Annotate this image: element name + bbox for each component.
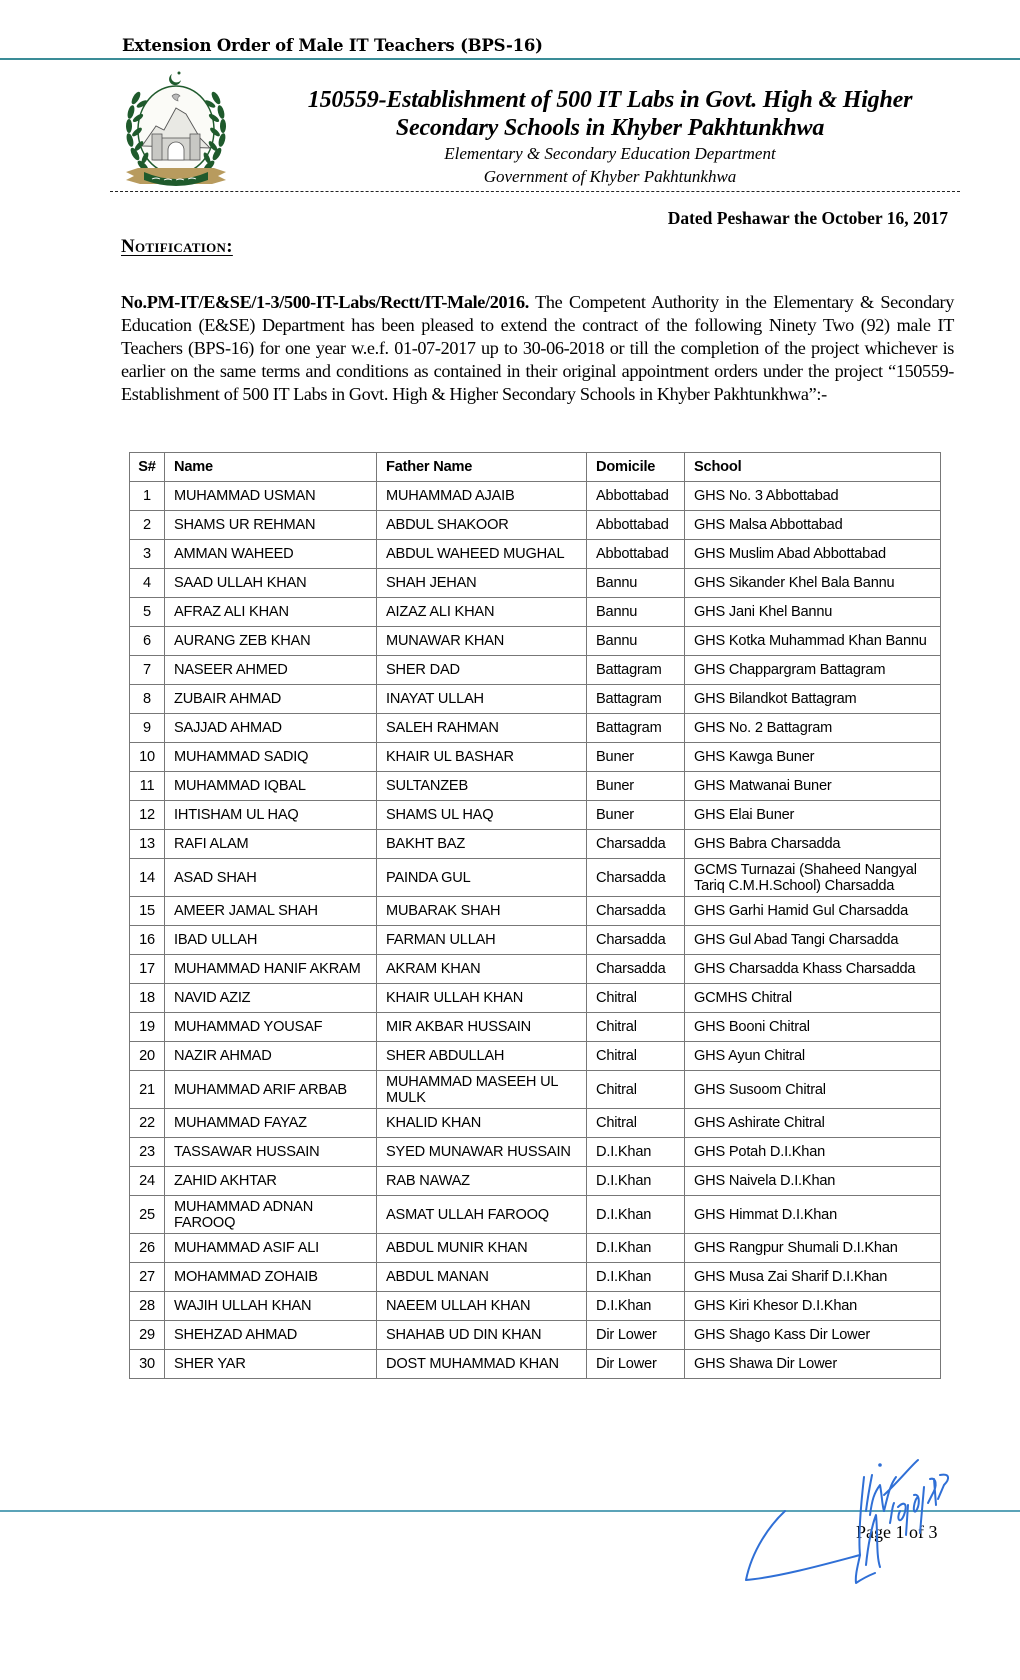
project-title-line1: 150559-Establishment of 500 IT Labs in Govt. High & Higher <box>307 87 913 113</box>
column-header-father-name: Father Name <box>377 453 587 482</box>
cell-school: GHS Susoom Chitral <box>685 1071 941 1109</box>
cell-school: GHS Garhi Hamid Gul Charsadda <box>685 897 941 926</box>
notification-heading: Notification: <box>121 236 233 257</box>
cell-domicile: Battagram <box>587 656 685 685</box>
table-row <box>130 569 941 598</box>
table-row <box>130 743 941 772</box>
cell-sno: 10 <box>130 743 165 772</box>
cell-school: GHS Muslim Abad Abbottabad <box>685 540 941 569</box>
cell-sno: 6 <box>130 627 165 656</box>
cell-school: GHS No. 2 Battagram <box>685 714 941 743</box>
cell-school: GHS Shago Kass Dir Lower <box>685 1321 941 1350</box>
table-row <box>130 830 941 859</box>
cell-name: MUHAMMAD ADNAN FAROOQ <box>165 1196 377 1234</box>
cell-domicile: D.I.Khan <box>587 1292 685 1321</box>
cell-school: GHS Gul Abad Tangi Charsadda <box>685 926 941 955</box>
cell-sno: 24 <box>130 1167 165 1196</box>
cell-father-name: SHAH JEHAN <box>377 569 587 598</box>
cell-father-name: MUBARAK SHAH <box>377 897 587 926</box>
cell-domicile: Charsadda <box>587 955 685 984</box>
cell-father-name: ABDUL MANAN <box>377 1263 587 1292</box>
cell-father-name: DOST MUHAMMAD KHAN <box>377 1350 587 1379</box>
cell-name: AMEER JAMAL SHAH <box>165 897 377 926</box>
table-row <box>130 897 941 926</box>
department-name: Elementary & Secondary Education Department <box>444 144 776 163</box>
column-header-sno: S# <box>130 453 165 482</box>
cell-father-name: MIR AKBAR HUSSAIN <box>377 1013 587 1042</box>
cell-father-name: AIZAZ ALI KHAN <box>377 598 587 627</box>
cell-father-name: PAINDA GUL <box>377 859 587 897</box>
cell-sno: 29 <box>130 1321 165 1350</box>
kp-government-emblem-icon <box>122 68 230 192</box>
project-title-line2: Secondary Schools in Khyber Pakhtunkhwa <box>395 115 825 141</box>
cell-domicile: Charsadda <box>587 897 685 926</box>
cell-school: GHS Naivela D.I.Khan <box>685 1167 941 1196</box>
cell-sno: 28 <box>130 1292 165 1321</box>
cell-school: GHS Ayun Chitral <box>685 1042 941 1071</box>
cell-school: GHS Kawga Buner <box>685 743 941 772</box>
cell-domicile: Bannu <box>587 569 685 598</box>
cell-father-name: RAB NAWAZ <box>377 1167 587 1196</box>
cell-father-name: MUNAWAR KHAN <box>377 627 587 656</box>
table-row <box>130 1350 941 1379</box>
cell-father-name: NAEEM ULLAH KHAN <box>377 1292 587 1321</box>
cell-domicile: D.I.Khan <box>587 1234 685 1263</box>
column-header-school: School <box>685 453 941 482</box>
cell-school: GHS Jani Khel Bannu <box>685 598 941 627</box>
cell-father-name: ASMAT ULLAH FAROOQ <box>377 1196 587 1234</box>
cell-sno: 5 <box>130 598 165 627</box>
cell-name: NAVID AZIZ <box>165 984 377 1013</box>
cell-school: GHS Rangpur Shumali D.I.Khan <box>685 1234 941 1263</box>
cell-name: AMMAN WAHEED <box>165 540 377 569</box>
cell-sno: 30 <box>130 1350 165 1379</box>
cell-father-name: KHAIR ULLAH KHAN <box>377 984 587 1013</box>
cell-school: GHS Kiri Khesor D.I.Khan <box>685 1292 941 1321</box>
cell-name: MUHAMMAD ARIF ARBAB <box>165 1071 377 1109</box>
cell-school: GHS Charsadda Khass Charsadda <box>685 955 941 984</box>
cell-sno: 11 <box>130 772 165 801</box>
cell-sno: 23 <box>130 1138 165 1167</box>
cell-sno: 21 <box>130 1071 165 1109</box>
cell-domicile: Bannu <box>587 598 685 627</box>
cell-sno: 3 <box>130 540 165 569</box>
cell-sno: 13 <box>130 830 165 859</box>
cell-sno: 16 <box>130 926 165 955</box>
cell-school: GHS Kotka Muhammad Khan Bannu <box>685 627 941 656</box>
table-row <box>130 627 941 656</box>
column-header-domicile: Domicile <box>587 453 685 482</box>
cell-name: MOHAMMAD ZOHAIB <box>165 1263 377 1292</box>
cell-name: AURANG ZEB KHAN <box>165 627 377 656</box>
cell-domicile: Charsadda <box>587 926 685 955</box>
letterhead-dashed-rule <box>110 191 960 192</box>
table-row <box>130 1109 941 1138</box>
cell-name: TASSAWAR HUSSAIN <box>165 1138 377 1167</box>
cell-domicile: Chitral <box>587 1013 685 1042</box>
cell-father-name: SHAHAB UD DIN KHAN <box>377 1321 587 1350</box>
table-row <box>130 1321 941 1350</box>
table-row <box>130 1234 941 1263</box>
cell-domicile: Bannu <box>587 627 685 656</box>
cell-domicile: Buner <box>587 801 685 830</box>
cell-father-name: ABDUL SHAKOOR <box>377 511 587 540</box>
cell-school: GHS Himmat D.I.Khan <box>685 1196 941 1234</box>
table-row <box>130 685 941 714</box>
cell-domicile: Dir Lower <box>587 1321 685 1350</box>
cell-school: GHS No. 3 Abbottabad <box>685 482 941 511</box>
cell-school: GCMHS Chitral <box>685 984 941 1013</box>
cell-father-name: ABDUL WAHEED MUGHAL <box>377 540 587 569</box>
cell-domicile: Abbottabad <box>587 540 685 569</box>
cell-sno: 17 <box>130 955 165 984</box>
cell-domicile: Buner <box>587 743 685 772</box>
cell-school: GHS Shawa Dir Lower <box>685 1350 941 1379</box>
cell-father-name: SHAMS UL HAQ <box>377 801 587 830</box>
cell-father-name: SYED MUNAWAR HUSSAIN <box>377 1138 587 1167</box>
cell-domicile: Chitral <box>587 1042 685 1071</box>
cell-father-name: KHAIR UL BASHAR <box>377 743 587 772</box>
cell-father-name: MUHAMMAD AJAIB <box>377 482 587 511</box>
cell-school: GHS Musa Zai Sharif D.I.Khan <box>685 1263 941 1292</box>
cell-name: SHEHZAD AHMAD <box>165 1321 377 1350</box>
cell-father-name: KHALID KHAN <box>377 1109 587 1138</box>
cell-name: ZAHID AKHTAR <box>165 1167 377 1196</box>
cell-sno: 18 <box>130 984 165 1013</box>
cell-sno: 8 <box>130 685 165 714</box>
cell-domicile: D.I.Khan <box>587 1167 685 1196</box>
cell-name: SHER YAR <box>165 1350 377 1379</box>
cell-school: GHS Sikander Khel Bala Bannu <box>685 569 941 598</box>
page-number: Page 1 of 3 <box>856 1522 938 1542</box>
cell-name: RAFI ALAM <box>165 830 377 859</box>
cell-sno: 26 <box>130 1234 165 1263</box>
cell-name: AFRAZ ALI KHAN <box>165 598 377 627</box>
cell-sno: 7 <box>130 656 165 685</box>
cell-domicile: Battagram <box>587 714 685 743</box>
notification-text: The Competent Authority in the Elementary & Secondary Education (E&SE) Department has been pleased to extend the contract of the following Ninety Two (92) male IT Teachers (BPS-16) for one year w.e.f. 01-07-2017 up to 30-06-2018 or till the completion of the project whichever is earlier on the same terms and conditions as contained in their original appointment orders under the project “150559-Establishment of 500 IT Labs in Govt. High & Higher Secondary Schools in Khyber Pakhtunkhwa”:- <box>121 292 954 404</box>
table-row <box>130 1167 941 1196</box>
cell-school: GHS Malsa Abbottabad <box>685 511 941 540</box>
cell-domicile: Chitral <box>587 1109 685 1138</box>
cell-domicile: D.I.Khan <box>587 1263 685 1292</box>
cell-father-name: ABDUL MUNIR KHAN <box>377 1234 587 1263</box>
cell-school: GHS Ashirate Chitral <box>685 1109 941 1138</box>
running-header: Extension Order of Male IT Teachers (BPS-16) <box>122 36 543 55</box>
cell-name: MUHAMMAD HANIF AKRAM <box>165 955 377 984</box>
cell-domicile: Abbottabad <box>587 511 685 540</box>
cell-name: MUHAMMAD YOUSAF <box>165 1013 377 1042</box>
cell-father-name: SHER ABDULLAH <box>377 1042 587 1071</box>
table-row <box>130 955 941 984</box>
table-row <box>130 1196 941 1234</box>
cell-domicile: Chitral <box>587 984 685 1013</box>
cell-sno: 4 <box>130 569 165 598</box>
cell-school: GHS Chappargram Battagram <box>685 656 941 685</box>
cell-school: GCMS Turnazai (Shaheed Nangyal Tariq C.M.H.School) Charsadda <box>685 859 941 897</box>
cell-sno: 15 <box>130 897 165 926</box>
cell-father-name: SULTANZEB <box>377 772 587 801</box>
cell-name: ASAD SHAH <box>165 859 377 897</box>
cell-sno: 14 <box>130 859 165 897</box>
dated-line: Dated Peshawar the October 16, 2017 <box>667 208 948 228</box>
cell-domicile: Abbottabad <box>587 482 685 511</box>
table-header-row <box>130 453 941 482</box>
table-row <box>130 482 941 511</box>
table-row <box>130 656 941 685</box>
cell-father-name: BAKHT BAZ <box>377 830 587 859</box>
cell-domicile: Charsadda <box>587 830 685 859</box>
table-row <box>130 1138 941 1167</box>
cell-school: GHS Babra Charsadda <box>685 830 941 859</box>
column-header-name: Name <box>165 453 377 482</box>
cell-sno: 1 <box>130 482 165 511</box>
reference-number: No.PM-IT/E&SE/1-3/500-IT-Labs/Rectt/IT-Male/2016. <box>121 292 529 312</box>
cell-father-name: MUHAMMAD MASEEH UL MULK <box>377 1071 587 1109</box>
cell-name: SAAD ULLAH KHAN <box>165 569 377 598</box>
cell-name: MUHAMMAD IQBAL <box>165 772 377 801</box>
cell-school: GHS Matwanai Buner <box>685 772 941 801</box>
cell-sno: 27 <box>130 1263 165 1292</box>
cell-father-name: INAYAT ULLAH <box>377 685 587 714</box>
cell-domicile: Battagram <box>587 685 685 714</box>
handwritten-signature-icon <box>740 1455 970 1595</box>
cell-father-name: SHER DAD <box>377 656 587 685</box>
cell-name: MUHAMMAD FAYAZ <box>165 1109 377 1138</box>
table-row <box>130 540 941 569</box>
cell-name: MUHAMMAD USMAN <box>165 482 377 511</box>
table-row <box>130 772 941 801</box>
table-row <box>130 1042 941 1071</box>
table-row <box>130 598 941 627</box>
table-row <box>130 1292 941 1321</box>
letterhead-title-block <box>290 86 930 188</box>
table-row <box>130 859 941 897</box>
cell-school: GHS Bilandkot Battagram <box>685 685 941 714</box>
cell-name: NASEER AHMED <box>165 656 377 685</box>
cell-sno: 2 <box>130 511 165 540</box>
cell-domicile: D.I.Khan <box>587 1196 685 1234</box>
cell-name: ZUBAIR AHMAD <box>165 685 377 714</box>
cell-name: IHTISHAM UL HAQ <box>165 801 377 830</box>
cell-sno: 20 <box>130 1042 165 1071</box>
cell-domicile: Charsadda <box>587 859 685 897</box>
cell-name: SAJJAD AHMAD <box>165 714 377 743</box>
cell-school: GHS Elai Buner <box>685 801 941 830</box>
cell-domicile: Chitral <box>587 1071 685 1109</box>
table-row <box>130 1071 941 1109</box>
cell-name: MUHAMMAD ASIF ALI <box>165 1234 377 1263</box>
table-row <box>130 511 941 540</box>
cell-name: MUHAMMAD SADIQ <box>165 743 377 772</box>
cell-sno: 25 <box>130 1196 165 1234</box>
cell-school: GHS Potah D.I.Khan <box>685 1138 941 1167</box>
table-row <box>130 926 941 955</box>
teachers-table <box>129 452 941 1379</box>
cell-sno: 9 <box>130 714 165 743</box>
table-row <box>130 1263 941 1292</box>
cell-school: GHS Booni Chitral <box>685 1013 941 1042</box>
government-name: Government of Khyber Pakhtunkhwa <box>483 167 737 186</box>
table-body <box>130 482 941 1379</box>
table-row <box>130 1013 941 1042</box>
cell-father-name: AKRAM KHAN <box>377 955 587 984</box>
cell-father-name: SALEH RAHMAN <box>377 714 587 743</box>
cell-name: IBAD ULLAH <box>165 926 377 955</box>
table-row <box>130 984 941 1013</box>
cell-domicile: D.I.Khan <box>587 1138 685 1167</box>
notification-body <box>121 291 954 406</box>
cell-domicile: Buner <box>587 772 685 801</box>
cell-domicile: Dir Lower <box>587 1350 685 1379</box>
cell-father-name: FARMAN ULLAH <box>377 926 587 955</box>
cell-sno: 22 <box>130 1109 165 1138</box>
cell-sno: 19 <box>130 1013 165 1042</box>
table-row <box>130 714 941 743</box>
table-row <box>130 801 941 830</box>
cell-name: SHAMS UR REHMAN <box>165 511 377 540</box>
cell-name: NAZIR AHMAD <box>165 1042 377 1071</box>
cell-name: WAJIH ULLAH KHAN <box>165 1292 377 1321</box>
cell-sno: 12 <box>130 801 165 830</box>
header-rule <box>0 58 1020 60</box>
